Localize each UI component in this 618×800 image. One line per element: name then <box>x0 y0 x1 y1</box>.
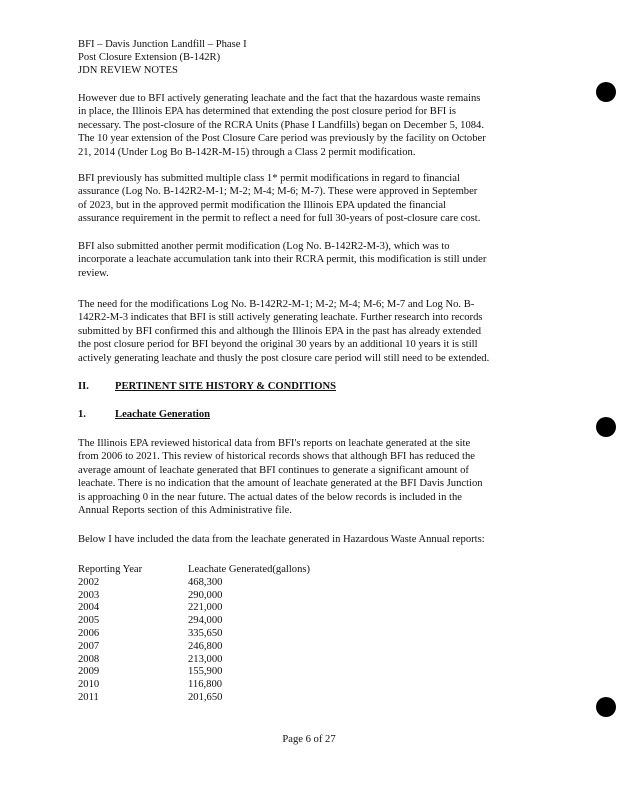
paragraph-line: average amount of leachate generated that BFI continues to generate a significant amount of <box>78 464 469 476</box>
paragraph-table-intro <box>78 533 485 546</box>
paragraph-post-closure-extension <box>78 92 486 159</box>
paragraph-line: leachate. There is no indication that the amount of leachate generated at the BFI Davis Junction <box>78 478 483 490</box>
paragraph-leachate-tank <box>78 240 486 280</box>
subsection-number: 1. <box>78 409 86 420</box>
column-header-leachate: Leachate Generated(gallons) <box>188 564 311 575</box>
paragraph-line: is approaching 0 in the near future. The actual dates of the below records is included in the <box>78 491 462 503</box>
paragraph-line: of 2023, but in the approved permit modification the Illinois EPA updated the financial <box>78 199 446 211</box>
year-cell: 2002 <box>78 576 100 588</box>
paragraph-line: Annual Reports section of this Administrative file. <box>78 505 292 517</box>
table-row <box>78 641 310 654</box>
gallons-cell: 116,800 <box>188 679 223 691</box>
table-row <box>78 654 310 667</box>
gallons-cell: 246,800 <box>188 640 223 652</box>
section-heading <box>78 381 336 392</box>
table-row <box>78 666 310 679</box>
gallons-cell: 290,000 <box>188 589 223 601</box>
year-cell: 2005 <box>78 615 100 627</box>
paragraph-line: submitted by BFI confirmed this and although the Illinois EPA in the past has already extended <box>78 325 481 337</box>
gallons-cell: 213,000 <box>188 653 223 665</box>
gallons-cell: 155,900 <box>188 666 223 678</box>
paragraph-line: necessary. The post-closure of the RCRA Units (Phase I Landfills) began on December 5, 1084. <box>78 119 484 131</box>
table-row <box>78 602 310 615</box>
paragraph-line: 142R2-M-3 indicates that BFI is still actively generating leachate. Further research into records <box>78 312 483 324</box>
table-row <box>78 615 310 628</box>
punch-hole-bottom <box>596 697 616 717</box>
header-line-2: Post Closure Extension (B-142R) <box>78 52 221 63</box>
paragraph-line: review. <box>78 267 109 279</box>
year-cell: 2007 <box>78 640 100 652</box>
paragraph-line: the post closure period for BFI beyond the original 30 years by an additional 10 years it is still <box>78 339 478 351</box>
table-row <box>78 577 310 590</box>
paragraph-line: in place, the Illinois EPA has determined that extending the post closure period for BFI is <box>78 106 456 118</box>
punch-hole-middle <box>596 417 616 437</box>
year-cell: 2004 <box>78 602 100 614</box>
column-header-year: Reporting Year <box>78 564 143 575</box>
section-title: PERTINENT SITE HISTORY & CONDITIONS <box>115 381 336 392</box>
paragraph-historical-review <box>78 437 483 517</box>
year-cell: 2003 <box>78 589 100 601</box>
gallons-cell: 201,650 <box>188 691 223 703</box>
section-number: II. <box>78 381 89 392</box>
paragraph-line: 21, 2014 (Under Log Bo B-142R-M-15) through a Class 2 permit modification. <box>78 146 416 158</box>
year-cell: 2011 <box>78 691 99 703</box>
gallons-cell: 468,300 <box>188 576 223 588</box>
paragraph-line: However due to BFI actively generating leachate and the fact that the hazardous waste remains <box>78 93 481 104</box>
leachate-table <box>78 564 310 705</box>
paragraph-line: assurance requirement in the permit to reflect a need for full 30-years of post-closure care cost. <box>78 213 481 225</box>
paragraph-modifications-need <box>78 298 489 365</box>
subsection-heading <box>78 409 210 420</box>
paragraph-line: BFI also submitted another permit modification (Log No. B-142R2-M-3), which was to <box>78 241 450 252</box>
paragraph-line: actively generating leachate and thusly the post closure care period will still need to be extended. <box>78 352 490 364</box>
gallons-cell: 294,000 <box>188 615 223 627</box>
table-row <box>78 628 310 641</box>
header-line-1: BFI – Davis Junction Landfill – Phase I <box>78 39 247 50</box>
gallons-cell: 221,000 <box>188 602 223 614</box>
table-row <box>78 590 310 603</box>
paragraph-line: assurance (Log No. B-142R2-M-1; M-2; M-4; M-6; M-7). These were approved in September <box>78 186 478 198</box>
punch-hole-top <box>596 82 616 102</box>
paragraph-line: incorporate a leachate accumulation tank into their RCRA permit, this modification is still under <box>78 254 487 266</box>
year-cell: 2006 <box>78 627 100 639</box>
table-row <box>78 692 310 705</box>
year-cell: 2010 <box>78 679 100 691</box>
table-row <box>78 679 310 692</box>
page-number: Page 6 of 27 <box>282 734 336 745</box>
paragraph-line: The Illinois EPA reviewed historical data from BFI's reports on leachate generated at the site <box>78 438 471 449</box>
paragraph-line: The 10 year extension of the Post Closure Care period was previously by the facility on October <box>78 133 486 145</box>
paragraph-line: The need for the modifications Log No. B-142R2-M-1; M-2; M-4; M-6; M-7 and Log No. B- <box>78 299 475 310</box>
paragraph-line: from 2006 to 2021. This review of historical records shows that although BFI has reduced the <box>78 451 475 463</box>
document-header <box>78 38 247 77</box>
table-header-row <box>78 564 310 577</box>
header-line-3: JDN REVIEW NOTES <box>78 65 178 76</box>
paragraph-line: Below I have included the data from the leachate generated in Hazardous Waste Annual reports: <box>78 534 485 545</box>
year-cell: 2009 <box>78 666 100 678</box>
subsection-title: Leachate Generation <box>115 409 211 420</box>
year-cell: 2008 <box>78 653 100 665</box>
paragraph-line: BFI previously has submitted multiple class 1* permit modifications in regard to financial <box>78 173 460 184</box>
paragraph-financial-assurance <box>78 172 480 226</box>
gallons-cell: 335,650 <box>188 627 223 639</box>
